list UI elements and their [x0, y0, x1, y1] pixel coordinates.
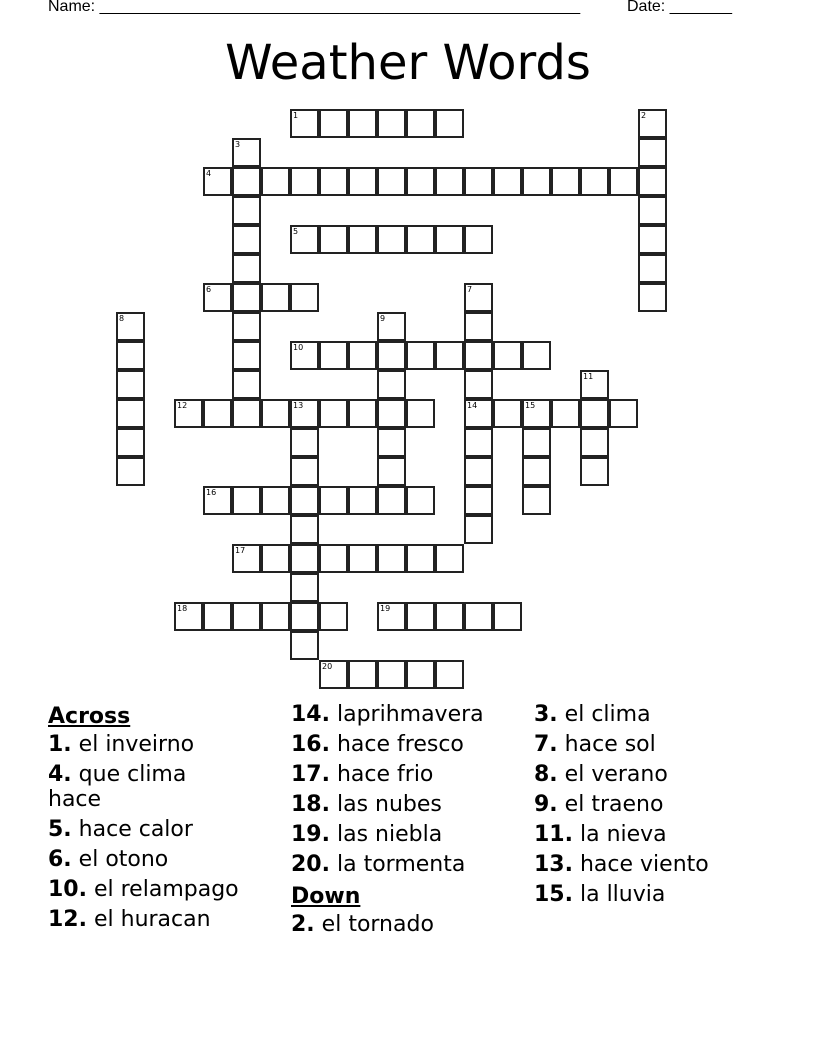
clue-across-19: [291, 822, 531, 847]
cell-number: 10: [293, 343, 304, 352]
crossword-cell[interactable]: [232, 138, 261, 167]
clue-text: la tormenta: [336, 852, 466, 877]
crossword-cell[interactable]: [580, 399, 609, 428]
crossword-cell[interactable]: [377, 341, 406, 370]
clue-across-5: [48, 817, 288, 842]
clue-down-13: [534, 852, 774, 877]
crossword-cell[interactable]: [290, 544, 319, 573]
clue-across-12: [48, 907, 288, 932]
crossword-cell[interactable]: [638, 225, 667, 254]
crossword-cell[interactable]: [377, 602, 406, 631]
clue-number: 8.: [534, 762, 558, 787]
cell-number: 2: [641, 111, 647, 120]
crossword-cell[interactable]: [609, 167, 638, 196]
crossword-cell[interactable]: [464, 515, 493, 544]
crossword-cell[interactable]: [203, 486, 232, 515]
clue-text: hace fresco: [336, 732, 464, 757]
crossword-cell[interactable]: [116, 457, 145, 486]
clue-number: 19.: [291, 822, 330, 847]
crossword-cell[interactable]: [174, 602, 203, 631]
crossword-cell[interactable]: [493, 602, 522, 631]
clue-across-16: [291, 732, 531, 757]
crossword-cell[interactable]: [261, 486, 290, 515]
cell-number: 14: [467, 401, 478, 410]
crossword-cell[interactable]: [377, 399, 406, 428]
crossword-cell[interactable]: [493, 399, 522, 428]
clue-down-15: [534, 882, 774, 907]
cell-number: 16: [206, 488, 217, 497]
crossword-cell[interactable]: [116, 312, 145, 341]
crossword-cell[interactable]: [493, 341, 522, 370]
crossword-cell[interactable]: [116, 428, 145, 457]
crossword-cell[interactable]: [464, 457, 493, 486]
cell-number: 6: [206, 285, 212, 294]
cell-number: 7: [467, 285, 473, 294]
crossword-cell[interactable]: [406, 544, 435, 573]
clue-text: hace frio: [336, 762, 434, 787]
page-title: Weather Words: [225, 35, 591, 91]
clue-number: 11.: [534, 822, 573, 847]
crossword-cell[interactable]: [435, 341, 464, 370]
clue-text: el relampago: [93, 877, 239, 902]
crossword-cell[interactable]: [319, 602, 348, 631]
crossword-cell[interactable]: [290, 428, 319, 457]
clue-across-1: [48, 732, 288, 757]
crossword-cell[interactable]: [464, 399, 493, 428]
clue-text: las niebla: [336, 822, 443, 847]
clue-across-18: [291, 792, 531, 817]
crossword-cell[interactable]: [232, 486, 261, 515]
crossword-cell[interactable]: [580, 457, 609, 486]
clue-number: 2.: [291, 912, 315, 937]
cell-number: 3: [235, 140, 241, 149]
crossword-cell[interactable]: [638, 138, 667, 167]
crossword-cell[interactable]: [319, 544, 348, 573]
crossword-cell[interactable]: [232, 196, 261, 225]
crossword-cell[interactable]: [464, 602, 493, 631]
clue-number: 16.: [291, 732, 330, 757]
cell-number: 19: [380, 604, 391, 613]
crossword-cell[interactable]: [377, 457, 406, 486]
crossword-cell[interactable]: [290, 631, 319, 660]
clue-number: 10.: [48, 877, 87, 902]
crossword-cell[interactable]: [522, 486, 551, 515]
cell-number: 9: [380, 314, 386, 323]
crossword-cell[interactable]: [464, 167, 493, 196]
cell-number: 20: [322, 662, 333, 671]
clue-across-6: [48, 847, 288, 872]
across-heading: Across: [48, 704, 131, 729]
cell-number: 11: [583, 372, 594, 381]
crossword-cell[interactable]: [203, 283, 232, 312]
crossword-cell[interactable]: [609, 399, 638, 428]
clue-text: laprihmavera: [336, 702, 484, 727]
crossword-cell[interactable]: [290, 167, 319, 196]
crossword-cell[interactable]: [551, 167, 580, 196]
clue-number: 13.: [534, 852, 573, 877]
crossword-cell[interactable]: [203, 602, 232, 631]
crossword-cell[interactable]: [435, 109, 464, 138]
crossword-cell[interactable]: [290, 399, 319, 428]
crossword-cell[interactable]: [348, 399, 377, 428]
crossword-cell[interactable]: [348, 341, 377, 370]
clue-down-11: [534, 822, 774, 847]
clue-number: 4.: [48, 762, 72, 787]
crossword-cell[interactable]: [116, 341, 145, 370]
crossword-cell[interactable]: [319, 486, 348, 515]
crossword-cell[interactable]: [377, 428, 406, 457]
crossword-cell[interactable]: [232, 312, 261, 341]
crossword-cell[interactable]: [464, 225, 493, 254]
crossword-cell[interactable]: [638, 167, 667, 196]
crossword-cell[interactable]: [319, 341, 348, 370]
clue-text: el traeno: [564, 792, 664, 817]
crossword-cell[interactable]: [232, 225, 261, 254]
cell-number: 17: [235, 546, 246, 555]
crossword-cell[interactable]: [261, 544, 290, 573]
clue-number: 9.: [534, 792, 558, 817]
clue-across-17: [291, 762, 531, 787]
crossword-cell[interactable]: [377, 312, 406, 341]
clue-number: 18.: [291, 792, 330, 817]
clue-across-14: [291, 702, 531, 727]
crossword-cell[interactable]: [406, 167, 435, 196]
crossword-cell[interactable]: [290, 602, 319, 631]
crossword-cell[interactable]: [377, 225, 406, 254]
crossword-cell[interactable]: [406, 225, 435, 254]
crossword-cell[interactable]: [377, 109, 406, 138]
crossword-cell[interactable]: [261, 602, 290, 631]
clue-number: 15.: [534, 882, 573, 907]
cell-number: 5: [293, 227, 299, 236]
crossword-cell[interactable]: [638, 109, 667, 138]
clue-text: hace viento: [579, 852, 709, 877]
clue-text: hace sol: [564, 732, 656, 757]
crossword-cell[interactable]: [435, 660, 464, 689]
crossword-cell[interactable]: [319, 109, 348, 138]
crossword-cell[interactable]: [377, 370, 406, 399]
crossword-cell[interactable]: [348, 544, 377, 573]
clue-across-10: [48, 877, 288, 902]
clue-down-7: [534, 732, 774, 757]
crossword-cell[interactable]: [232, 167, 261, 196]
crossword-cell[interactable]: [116, 399, 145, 428]
crossword-cell[interactable]: [464, 428, 493, 457]
clue-column-1: [48, 702, 288, 937]
crossword-cell[interactable]: [464, 486, 493, 515]
name-field-label: Name: ______________________________________________________: [48, 0, 581, 15]
crossword-cell[interactable]: [580, 167, 609, 196]
cell-number: 15: [525, 401, 536, 410]
clue-number: 6.: [48, 847, 72, 872]
cell-number: 1: [293, 111, 299, 120]
crossword-cell[interactable]: [348, 109, 377, 138]
clue-number: 14.: [291, 702, 330, 727]
crossword-cell[interactable]: [232, 341, 261, 370]
crossword-cell[interactable]: [232, 370, 261, 399]
crossword-cell[interactable]: [522, 399, 551, 428]
crossword-cell[interactable]: [406, 602, 435, 631]
crossword-cell[interactable]: [348, 660, 377, 689]
clue-number: 12.: [48, 907, 87, 932]
crossword-cell[interactable]: [580, 428, 609, 457]
crossword-cell[interactable]: [203, 167, 232, 196]
crossword-cell[interactable]: [464, 341, 493, 370]
clue-number: 20.: [291, 852, 330, 877]
clue-text: el otono: [78, 847, 169, 872]
clue-text: el tornado: [321, 912, 434, 937]
crossword-cell[interactable]: [348, 225, 377, 254]
crossword-cell[interactable]: [232, 544, 261, 573]
clue-text: que clima hace: [48, 762, 187, 812]
crossword-cell[interactable]: [464, 370, 493, 399]
crossword-cell[interactable]: [551, 399, 580, 428]
clue-column-2: [291, 702, 531, 942]
clue-number: 17.: [291, 762, 330, 787]
down-heading: Down: [291, 884, 361, 909]
cell-number: 13: [293, 401, 304, 410]
crossword-cell[interactable]: [638, 254, 667, 283]
crossword-cell[interactable]: [464, 312, 493, 341]
crossword-cell[interactable]: [522, 341, 551, 370]
crossword-cell[interactable]: [406, 341, 435, 370]
crossword-cell[interactable]: [435, 167, 464, 196]
crossword-cell[interactable]: [319, 167, 348, 196]
cell-number: 12: [177, 401, 188, 410]
crossword-cell[interactable]: [290, 457, 319, 486]
crossword-cell[interactable]: [406, 399, 435, 428]
crossword-cell[interactable]: [261, 283, 290, 312]
crossword-cell[interactable]: [232, 283, 261, 312]
crossword-cell[interactable]: [406, 660, 435, 689]
crossword-cell[interactable]: [377, 544, 406, 573]
crossword-cell[interactable]: [464, 283, 493, 312]
crossword-cell[interactable]: [522, 457, 551, 486]
clue-number: 7.: [534, 732, 558, 757]
crossword-cell[interactable]: [290, 573, 319, 602]
crossword-cell[interactable]: [290, 341, 319, 370]
crossword-cell[interactable]: [638, 196, 667, 225]
clue-text: las nubes: [336, 792, 442, 817]
clue-text: el huracan: [93, 907, 211, 932]
clue-text: la lluvia: [579, 882, 666, 907]
clue-down-9: [534, 792, 774, 817]
crossword-cell[interactable]: [116, 370, 145, 399]
cell-number: 8: [119, 314, 125, 323]
clue-text: el clima: [564, 702, 651, 727]
crossword-cell[interactable]: [232, 399, 261, 428]
crossword-cell[interactable]: [522, 167, 551, 196]
crossword-cell[interactable]: [290, 283, 319, 312]
clue-column-3: [534, 702, 774, 912]
clue-text: la nieva: [579, 822, 667, 847]
clue-number: 1.: [48, 732, 72, 757]
clue-text: hace calor: [78, 817, 193, 842]
date-field-label: Date: _______: [627, 0, 732, 15]
clue-down-8: [534, 762, 774, 787]
crossword-cell[interactable]: [348, 486, 377, 515]
cell-number: 18: [177, 604, 188, 613]
crossword-cell[interactable]: [435, 544, 464, 573]
crossword-cell[interactable]: [580, 370, 609, 399]
crossword-cell[interactable]: [377, 486, 406, 515]
crossword-cell[interactable]: [406, 109, 435, 138]
crossword-cell[interactable]: [319, 399, 348, 428]
clue-across-4: [48, 762, 218, 812]
clue-down-2: [291, 912, 531, 937]
crossword-cell[interactable]: [319, 225, 348, 254]
crossword-cell[interactable]: [261, 399, 290, 428]
crossword-cell[interactable]: [435, 225, 464, 254]
crossword-cell[interactable]: [232, 254, 261, 283]
clue-text: el verano: [564, 762, 668, 787]
cell-number: 4: [206, 169, 212, 178]
crossword-cell[interactable]: [174, 399, 203, 428]
clue-number: 3.: [534, 702, 558, 727]
crossword-cell[interactable]: [377, 660, 406, 689]
clue-down-3: [534, 702, 774, 727]
crossword-cell[interactable]: [290, 225, 319, 254]
crossword-cell[interactable]: [638, 283, 667, 312]
crossword-cell[interactable]: [522, 428, 551, 457]
crossword-cell[interactable]: [406, 486, 435, 515]
crossword-cell[interactable]: [290, 109, 319, 138]
crossword-cell[interactable]: [435, 602, 464, 631]
clue-across-20: [291, 852, 531, 877]
clue-number: 5.: [48, 817, 72, 842]
crossword-cell[interactable]: [203, 399, 232, 428]
clue-text: el inveirno: [78, 732, 195, 757]
crossword-cell[interactable]: [493, 167, 522, 196]
crossword-cell[interactable]: [232, 602, 261, 631]
crossword-cell[interactable]: [290, 486, 319, 515]
crossword-cell[interactable]: [377, 167, 406, 196]
crossword-cell[interactable]: [290, 515, 319, 544]
crossword-cell[interactable]: [348, 167, 377, 196]
crossword-cell[interactable]: [319, 660, 348, 689]
crossword-cell[interactable]: [261, 167, 290, 196]
